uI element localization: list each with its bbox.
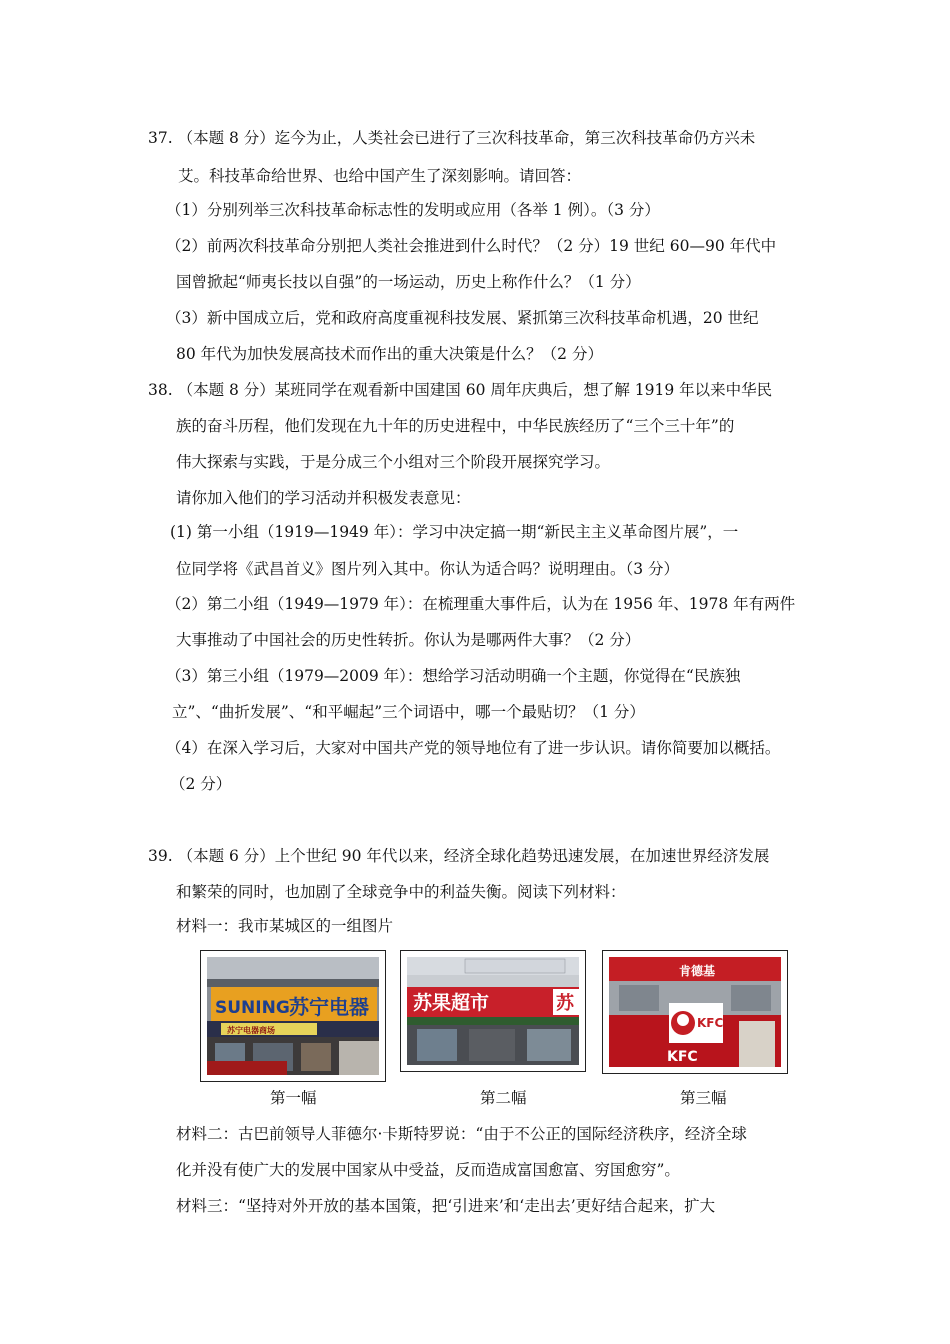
- q38-line-11: （4）在深入学习后，大家对中国共产党的领导地位有了进一步认识。请你简要加以概括。: [166, 739, 781, 757]
- q38-line-5: (1) 第一小组（1919—1949 年）：学习中决定搞一期“新民主主义革命图片展”，一: [170, 523, 739, 541]
- photo-caption-2: 第二幅: [480, 1089, 527, 1107]
- q38-line-8: 大事推动了中国社会的历史性转折。你认为是哪两件大事？（2 分）: [176, 631, 641, 649]
- q37-line-7: 80 年代为加快发展高技术而作出的重大决策是什么？（2 分）: [176, 345, 603, 363]
- photo-suguo-supermarket: [400, 950, 586, 1072]
- q39-line-6: 材料三：“坚持对外开放的基本国策，把‘引进来’和‘走出去’更好结合起来，扩大: [176, 1197, 716, 1215]
- q38-line-1: 38. （本题 8 分）某班同学在观看新中国建国 60 周年庆典后，想了解 1919 年以来中华民: [148, 381, 773, 399]
- kfc-top-sign: 肯德基: [679, 964, 716, 978]
- q38-line-4: 请你加入他们的学习活动并积极发表意见：: [176, 489, 471, 507]
- q37-line-6: （3）新中国成立后，党和政府高度重视科技发展、紧抓第三次科技革命机遇，20 世纪: [166, 309, 759, 327]
- q39-line-5: 化并没有使广大的发展中国家从中受益，反而造成富国愈富、穷国愈穷”。: [176, 1161, 680, 1179]
- q37-line-2: 艾。科技革命给世界、也给中国产生了深刻影响。请回答：: [178, 167, 582, 185]
- suning-plate: 苏宁电器商场: [227, 1026, 275, 1035]
- q37-line-3: （1）分别列举三次科技革命标志性的发明或应用（各举 1 例）。（3 分）: [166, 201, 660, 219]
- q38-line-6: 位同学将《武昌首义》图片列入其中。你认为适合吗？说明理由。（3 分）: [176, 560, 680, 578]
- q37-line-1: 37. （本题 8 分）迄今为止，人类社会已进行了三次科技革命，第三次科技革命仍方兴未: [148, 129, 756, 147]
- suning-sign-cn: 苏宁电器: [289, 995, 369, 1019]
- q38-line-10: 立”、“曲折发展”、“和平崛起”三个词语中，哪一个最贴切？（1 分）: [172, 703, 645, 721]
- q38-line-12: （2 分）: [170, 775, 232, 793]
- q38-line-2: 族的奋斗历程，他们发现在九十年的历史进程中，中华民族经历了“三个三十年”的: [176, 417, 735, 435]
- photo-kfc-restaurant: [602, 950, 788, 1074]
- q38-line-3: 伟大探索与实践，于是分成三个小组对三个阶段开展探究学习。: [176, 453, 611, 471]
- photo-suning-store: [200, 950, 386, 1082]
- suguo-sign-cn: 苏果超市: [413, 992, 490, 1014]
- q39-line-2: 和繁荣的同时，也加剧了全球竞争中的利益失衡。阅读下列材料：: [176, 883, 626, 901]
- q39-line-4: 材料二：古巴前领导人菲德尔·卡斯特罗说：“由于不公正的国际经济秩序，经济全球: [176, 1125, 747, 1143]
- suguo-sign-tail: 苏: [556, 993, 574, 1014]
- q39-line-1: 39. （本题 6 分）上个世纪 90 年代以来，经济全球化趋势迅速发展，在加速世界经济发展: [148, 847, 770, 865]
- q39-line-3: 材料一：我市某城区的一组图片: [176, 917, 394, 935]
- q38-line-9: （3）第三小组（1979—2009 年）：想给学习活动明确一个主题，你觉得在“民族独: [166, 667, 741, 685]
- kfc-bottom-text: KFC: [667, 1049, 698, 1065]
- q37-line-4: （2）前两次科技革命分别把人类社会推进到什么时代？（2 分）19 世纪 60—90 年代中: [166, 237, 777, 255]
- photo-caption-3: 第三幅: [680, 1089, 727, 1107]
- kfc-logo-text: KFC: [697, 1016, 724, 1030]
- suning-sign-en: SUNING: [215, 998, 290, 1018]
- photo-caption-1: 第一幅: [270, 1089, 317, 1107]
- q38-line-7: （2）第二小组（1949—1979 年）：在梳理重大事件后，认为在 1956 年、1978 年有两件: [166, 595, 796, 613]
- q37-line-5: 国曾掀起“师夷长技以自强”的一场运动，历史上称作什么？（1 分）: [176, 273, 641, 291]
